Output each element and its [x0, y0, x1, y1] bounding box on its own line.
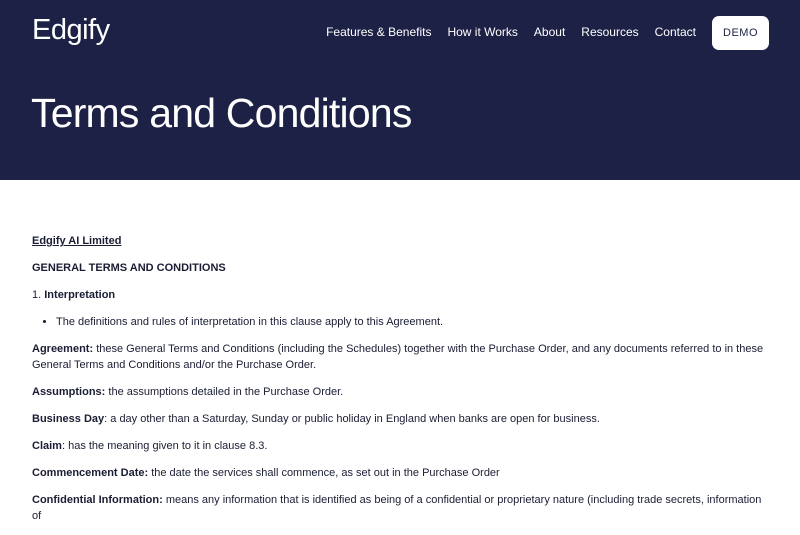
nav-about[interactable]: About: [533, 25, 566, 39]
definition-term: Confidential Information:: [32, 494, 163, 506]
interpretation-list: [56, 314, 772, 330]
main-nav: [326, 25, 696, 39]
definition-text: these General Terms and Conditions (including the Schedules) together with the Purchase Order, and any documents referred to in these General Terms and Conditions and/or the Purchase Order.: [32, 343, 764, 371]
site-header: [0, 0, 800, 180]
nav-resources[interactable]: Resources: [581, 25, 639, 39]
definition-text: the date the services shall commence, as set out in the Purchase Order: [151, 467, 500, 479]
section-title: Interpretation: [44, 289, 116, 301]
nav-how-it-works[interactable]: How it Works: [447, 25, 518, 39]
definition-assumptions: [32, 384, 772, 400]
company-name-paragraph: [32, 233, 772, 249]
definition-term: Commencement Date:: [32, 467, 149, 479]
nav-features-benefits[interactable]: Features & Benefits: [326, 25, 432, 39]
definition-text: the assumptions detailed in the Purchase Order.: [108, 386, 344, 398]
definition-term: Assumptions:: [32, 386, 106, 398]
definition-text: : a day other than a Saturday, Sunday or public holiday in England when banks are open for business.: [104, 413, 600, 425]
nav-contact[interactable]: Contact: [654, 25, 696, 39]
definition-term: Claim: [32, 440, 62, 452]
edgify-logo[interactable]: Edgify: [32, 14, 110, 46]
demo-button[interactable]: DEMO: [712, 16, 769, 50]
definition-agreement: [32, 341, 772, 373]
page-title: Terms and Conditions: [31, 90, 412, 136]
terms-content: [32, 233, 772, 535]
section-number: 1.: [32, 289, 42, 301]
section-heading: [32, 287, 772, 303]
definition-claim: [32, 438, 772, 454]
general-terms-heading: GENERAL TERMS AND CONDITIONS: [32, 262, 226, 274]
definition-business-day: [32, 411, 772, 427]
definition-text: : has the meaning given to it in clause 8.3.: [61, 440, 268, 452]
list-item: • The definitions and rules of interpretation in this clause apply to this Agreement.: [56, 314, 772, 330]
company-name: Edgify AI Limited: [32, 235, 122, 247]
definition-commencement-date: [32, 465, 772, 481]
definition-term: Agreement:: [32, 343, 94, 355]
definition-confidential-information: [32, 492, 772, 524]
definition-term: Business Day: [32, 413, 105, 425]
definition-text: means any information that is identified as being of a confidential or proprietary nature (including trade secrets, information of: [32, 494, 762, 522]
